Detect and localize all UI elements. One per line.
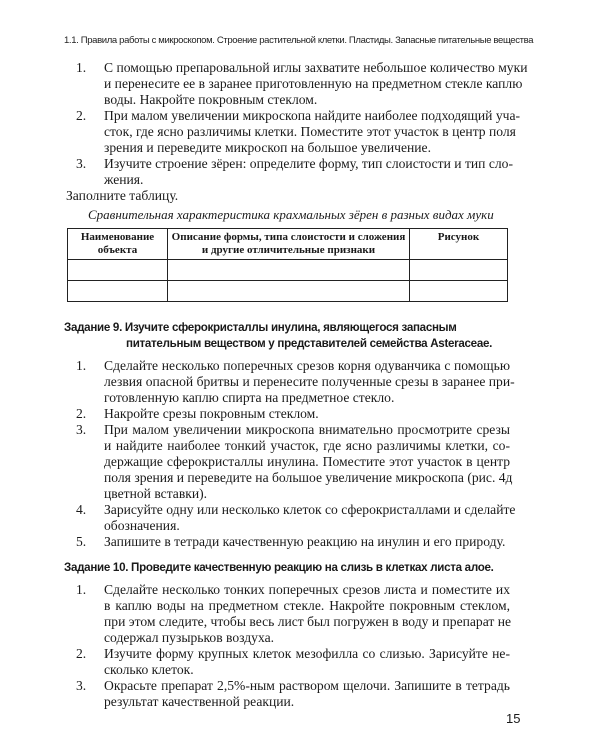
text-line: При малом увеличении микроскопа внимательно просмотрите срезы xyxy=(104,422,510,437)
list-item-number: 3. xyxy=(76,422,87,437)
text-line: Сделайте несколько поперечных срезов корня одуванчика с помощью xyxy=(104,358,510,373)
text-line: при этом следите, чтобы весь лист был погружен в воду и препарат не xyxy=(104,614,512,629)
list-item xyxy=(66,582,510,646)
page-number: 15 xyxy=(506,711,521,726)
text-line: лезвия опасной бритвы и перенесите полученные срезы в заранее при- xyxy=(104,374,515,389)
list-item xyxy=(66,646,510,678)
list-item xyxy=(66,422,513,502)
list-item xyxy=(66,502,516,534)
text-line: в каплю воды на предметном стекле. Накройте покровным стеклом, xyxy=(104,598,510,613)
list-item xyxy=(66,108,521,156)
text-line: С помощью препаровальной иглы захватите небольшое количество муки xyxy=(104,60,528,75)
text-line: содержал пузырьков воздуха. xyxy=(104,630,275,645)
page-body xyxy=(64,60,528,710)
table-cell[interactable] xyxy=(410,281,508,302)
list-item-number: 1. xyxy=(76,60,87,75)
section1-list xyxy=(66,60,528,188)
list-item-number: 5. xyxy=(76,534,87,549)
text-line: Запишите в тетради качественную реакцию на инулин и его природу. xyxy=(104,534,506,549)
task10-heading: Задание 10. Проведите качественную реакцию на слизь в клетках листа алое. xyxy=(64,561,494,574)
text-line: Накройте срезы покровным стеклом. xyxy=(104,406,319,421)
text-line: При малом увеличении микроскопа найдите наиболее подходящий уча- xyxy=(104,108,521,123)
text-line: и перенесите ее в заранее приготовленную на предметном стекле каплю xyxy=(104,76,523,91)
text-line: поля зрения и переведите на большое увеличение микроскопа (рис. 4д xyxy=(104,470,513,485)
text-line: зрения и переведите микроскоп на большое увеличение. xyxy=(104,140,431,155)
task9-title-line1: Задание 9. Изучите сферокристаллы инулина, являющегося запасным xyxy=(64,321,457,334)
table-caption: Сравнительная характеристика крахмальных зёрен в разных видах муки xyxy=(88,207,494,222)
table-row xyxy=(68,281,508,302)
table-cell[interactable] xyxy=(168,260,410,281)
fill-table-text: Заполните таблицу. xyxy=(66,188,179,203)
comparison-table xyxy=(67,228,508,302)
table-row xyxy=(68,260,508,281)
fill-table-instruction xyxy=(66,188,510,204)
table-cell[interactable] xyxy=(68,281,168,302)
table-cell[interactable] xyxy=(410,260,508,281)
list-item-number: 2. xyxy=(76,406,87,421)
text-line: и найдите наиболее тонкий участок, где ясно различимы клетки, со- xyxy=(104,438,510,453)
text-line: сколько клеток. xyxy=(104,662,194,677)
task9-list xyxy=(66,358,516,550)
list-item xyxy=(66,358,515,406)
header-drawing: Рисунок xyxy=(410,229,508,260)
text-line: Сделайте несколько тонких поперечных срезов листа и поместите их xyxy=(104,582,510,597)
list-item-number: 1. xyxy=(76,358,87,373)
text-line: жения. xyxy=(104,172,144,187)
text-line: цветной вставки). xyxy=(104,486,208,501)
header-object-name: Наименование объекта xyxy=(68,229,168,260)
list-item xyxy=(66,406,510,422)
text-line: воды. Накройте покровным стеклом. xyxy=(104,92,318,107)
table-cell[interactable] xyxy=(168,281,410,302)
text-line: Изучите строение зёрен: определите форму, тип слоистости и тип сло- xyxy=(104,156,513,171)
list-item xyxy=(66,60,528,108)
text-line: результат качественной реакции. xyxy=(104,694,295,709)
running-head: 1.1. Правила работы с микроскопом. Строение растительной клетки. Пластиды. Запасные питательные вещества xyxy=(64,35,534,46)
header-description: Описание формы, типа слоистости и сложения и другие отличительные признаки xyxy=(168,229,410,260)
list-item xyxy=(66,534,510,550)
task9-title-line2: питательным веществом у представителей семейства Asteraceae. xyxy=(126,337,493,350)
list-item-number: 3. xyxy=(76,156,87,171)
list-item xyxy=(66,156,513,188)
table-cell[interactable] xyxy=(68,260,168,281)
text-line: готовленную каплю спирта на предметное стекло. xyxy=(104,390,395,405)
text-line: держащие сферокристаллы инулина. Поместите этот участок в центр xyxy=(104,454,510,469)
text-line: Изучите форму крупных клеток мезофилла со слизью. Зарисуйте не- xyxy=(104,646,510,661)
list-item-number: 1. xyxy=(76,582,87,597)
list-item-number: 2. xyxy=(76,646,87,661)
list-item xyxy=(66,678,510,710)
text-line: обозначения. xyxy=(104,518,180,533)
task10-list xyxy=(66,582,510,710)
list-item-number: 4. xyxy=(76,502,87,517)
table-header-row xyxy=(68,229,508,260)
list-item-number: 3. xyxy=(76,678,87,693)
text-line: Зарисуйте одну или несколько клеток со сферокристаллами и сделайте xyxy=(104,502,516,517)
text-line: Окрасьте препарат 2,5%-ным раствором щелочи. Запишите в тетрадь xyxy=(104,678,510,693)
list-item-number: 2. xyxy=(76,108,87,123)
text-line: сток, где ясно различимы клетки. Поместите этот участок в центр поля xyxy=(104,124,516,139)
task9-heading xyxy=(64,320,510,352)
